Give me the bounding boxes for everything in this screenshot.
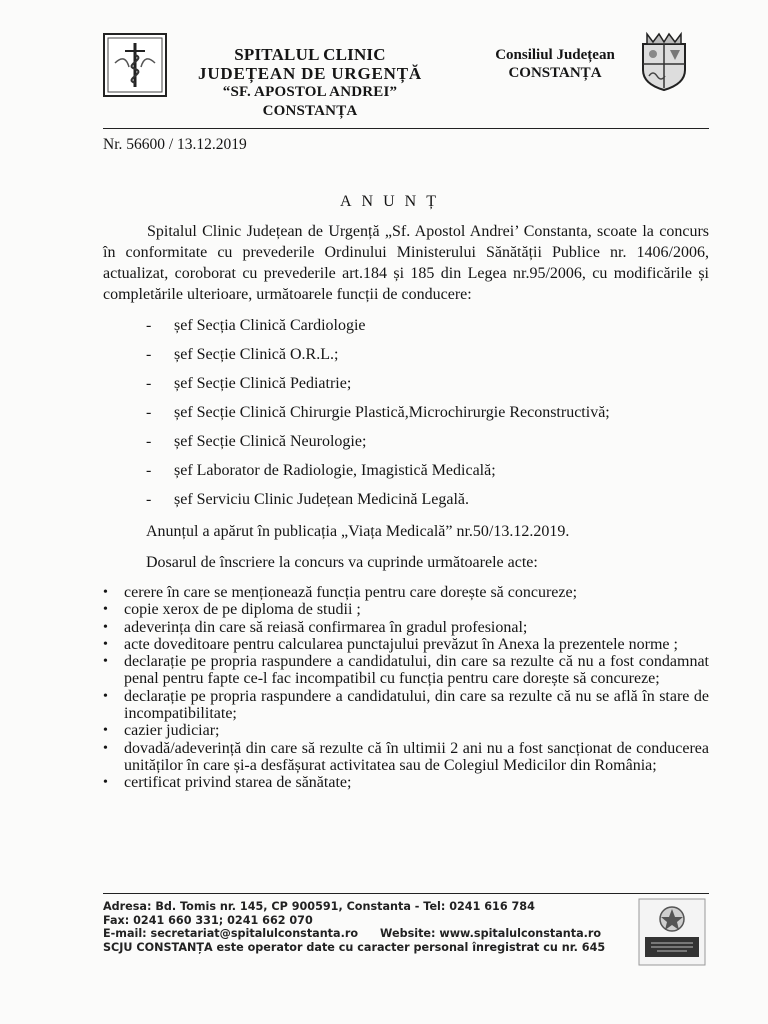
list-item: • declarație pe propria raspundere a candidatului, din care sa rezulte că nu a fost condamnat penal pentru fapte ce-l fac incompatibil cu funcția pentru care dorește să concureze; <box>103 653 709 688</box>
list-item: - șef Secția Clinică Cardiologie <box>146 317 366 334</box>
header-divider <box>103 128 709 129</box>
announcement-title: ANUNȚ <box>340 193 446 210</box>
position-label: șef Secție Clinică Pediatrie; <box>174 375 352 392</box>
list-item: • copie xerox de pe diploma de studii ; <box>103 601 709 618</box>
list-item: - șef Secție Clinică Pediatrie; <box>146 375 352 392</box>
list-item: • certificat privind starea de sănătate; <box>103 774 709 791</box>
intro-paragraph <box>103 221 709 305</box>
hospital-name-line: SPITALUL CLINIC <box>234 45 386 64</box>
position-label: șef Secție Clinică Chirurgie Plastică,Microchirurgie Reconstructivă; <box>174 404 610 421</box>
position-label: șef Serviciu Clinic Județean Medicină Legală. <box>174 491 470 508</box>
footer-fax: Fax: 0241 660 331; 0241 662 070 <box>103 913 313 927</box>
publication-note: Anunțul a apărut în publicația „Viața Medicală” nr.50/13.12.2019. <box>146 523 570 540</box>
footer-divider <box>103 893 709 894</box>
position-label: șef Laborator de Radiologie, Imagistică Medicală; <box>174 462 496 479</box>
hospital-name-line: CONSTANȚA <box>262 103 358 119</box>
position-label: șef Secție Clinică Neurologie; <box>174 433 367 450</box>
footer-contact <box>103 900 605 954</box>
positions-list <box>146 315 610 518</box>
list-item: • adeverința din care să reiasă confirmarea în gradul profesional; <box>103 619 709 636</box>
list-item: • declarație pe propria raspundere a candidatului, din care sa rezulte că nu se află în stare de incompatibilitate; <box>103 688 709 723</box>
intro-text: Spitalul Clinic Județean de Urgență „Sf. Apostol Andrei’ Constanta, scoate la concurs în conformitate cu prevederile Ordinului Ministerului Sănătății Publice nr. 1406/2006, actualizat, coroborat cu prevederile art.184 și 185 din Legea nr.95/2006, cu modificările și completările ulterioare, următoarele funcții de conducere: <box>103 223 709 303</box>
position-label: șef Secția Clinică Cardiologie <box>174 317 366 334</box>
list-item: - șef Secție Clinică Chirurgie Plastică,Microchirurgie Reconstructivă; <box>146 404 610 421</box>
list-item: • cerere în care se menționează funcția pentru care dorește să concureze; <box>103 584 709 601</box>
list-item: - șef Serviciu Clinic Județean Medicină Legală. <box>146 491 470 508</box>
list-item: • acte doveditoare pentru calcularea punctajului prevăzut în Anexa la prezentele norme ; <box>103 636 709 653</box>
hospital-name <box>150 45 470 121</box>
county-council-name <box>470 46 640 82</box>
list-item: - șef Secție Clinică Neurologie; <box>146 433 367 450</box>
list-item: - șef Secție Clinică O.R.L.; <box>146 346 339 363</box>
hospital-name-line: JUDEȚEAN DE URGENȚĂ <box>198 64 422 83</box>
footer-email: E-mail: secretariat@spitalulconstanta.ro <box>103 927 359 940</box>
county-coat-of-arms-icon <box>637 30 691 92</box>
county-council-line: CONSTANȚA <box>508 65 602 81</box>
list-item: • dovadă/adeverință din care să rezulte că în ultimii 2 ani nu a fost sancționat de conducerea unităților în care și-a desfășurat activitatea sau de Colegiul Medicilor din România; <box>103 740 709 775</box>
certification-badge-icon <box>637 897 707 967</box>
list-item: - șef Laborator de Radiologie, Imagistică Medicală; <box>146 462 496 479</box>
required-documents-list <box>103 584 709 792</box>
hospital-name-line: “SF. APOSTOL ANDREI” <box>222 84 398 100</box>
footer-operator-note: SCJU CONSTANȚA este operator date cu caracter personal înregistrat cu nr. 645 <box>103 940 606 954</box>
footer-address: Adresa: Bd. Tomis nr. 145, CP 900591, Constanta - Tel: 0241 616 784 <box>103 900 535 913</box>
dossier-intro: Dosarul de înscriere la concurs va cuprinde următoarele acte: <box>146 554 538 571</box>
list-item: • cazier judiciar; <box>103 722 709 739</box>
footer-website: Website: www.spitalulconstanta.ro <box>380 927 602 940</box>
position-label: șef Secție Clinică O.R.L.; <box>174 346 339 363</box>
document-number: Nr. 56600 / 13.12.2019 <box>103 136 247 153</box>
county-council-line: Consiliul Județean <box>495 47 615 63</box>
